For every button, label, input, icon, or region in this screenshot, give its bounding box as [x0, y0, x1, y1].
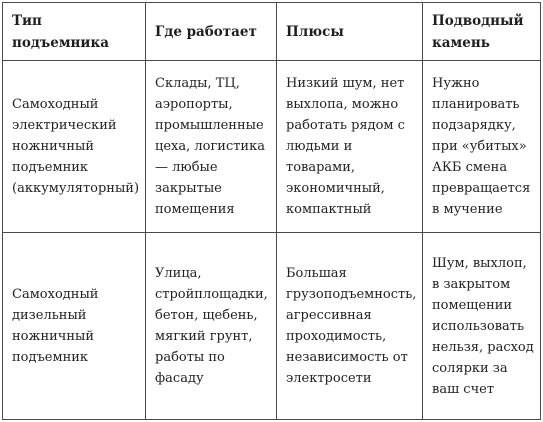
cell-where-works: Склады, ТЦ, аэропорты, промышленные цеха, логистика — любые закрытые помещения — [146, 61, 277, 233]
cell-pros: Низкий шум, нет выхлопа, можно работать рядом с людьми и товарами, экономичный, компактный — [277, 61, 423, 233]
cell-pros: Большая грузоподъемность, агрессивная проходимость, независимость от электросети — [277, 233, 423, 420]
header-pros: Плюсы — [277, 3, 423, 61]
cell-where-works: Улица, стройплощадки, бетон, щебень, мягкий грунт, работы по фасаду — [146, 233, 277, 420]
cell-lift-type: Самоходный электрический ножничный подъемник (аккумуляторный) — [3, 61, 146, 233]
cell-pitfall: Шум, выхлоп, в закрытом помещении использовать нельзя, расход солярки за ваш счет — [423, 233, 541, 420]
table-row — [3, 61, 541, 233]
header-pitfall: Подводный камень — [423, 3, 541, 61]
comparison-table-container — [2, 2, 540, 420]
lift-comparison-table — [2, 2, 541, 420]
table-row — [3, 233, 541, 420]
header-where-works: Где работает — [146, 3, 277, 61]
header-lift-type: Тип подъемника — [3, 3, 146, 61]
cell-lift-type: Самоходный дизельный ножничный подъемник — [3, 233, 146, 420]
cell-pitfall: Нужно планировать подзарядку, при «убитых» АКБ смена превращается в мучение — [423, 61, 541, 233]
table-header-row — [3, 3, 541, 61]
